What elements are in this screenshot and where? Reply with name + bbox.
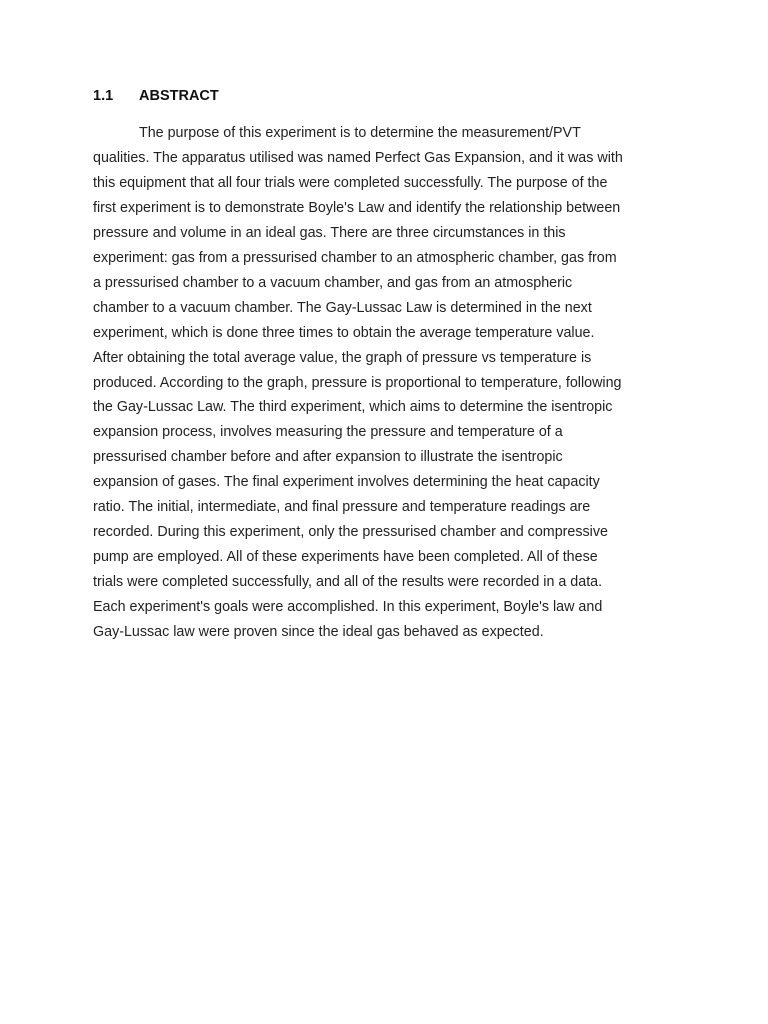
paragraph-line: trials were completed successfully, and all of the results were recorded in a data.: [93, 574, 603, 591]
section-number: 1.1: [93, 88, 114, 104]
paragraph-line: Gay-Lussac law were proven since the ideal gas behaved as expected.: [93, 624, 544, 641]
paragraph-line: a pressurised chamber to a vacuum chamber, and gas from an atmospheric: [93, 274, 573, 291]
paragraph-line: pressure and volume in an ideal gas. There are three circumstances in this: [93, 224, 566, 241]
paragraph-line: Each experiment's goals were accomplished. In this experiment, Boyle's law and: [93, 599, 603, 616]
paragraph-line: After obtaining the total average value, the graph of pressure vs temperature is: [93, 349, 592, 366]
paragraph-line: The purpose of this experiment is to determine the measurement/PVT: [139, 125, 581, 141]
paragraph-line: recorded. During this experiment, only the pressurised chamber and compressive: [93, 524, 608, 541]
paragraph-line: pump are employed. All of these experiments have been completed. All of these: [93, 549, 598, 566]
paragraph-line: ratio. The initial, intermediate, and final pressure and temperature readings are: [93, 499, 591, 516]
paragraph-line: pressurised chamber before and after expansion to illustrate the isentropic: [93, 449, 563, 466]
paragraph-line: expansion process, involves measuring the pressure and temperature of a: [93, 424, 563, 441]
paragraph-line: this equipment that all four trials were completed successfully. The purpose of the: [93, 174, 608, 191]
section-heading: [93, 87, 219, 105]
abstract-paragraph: [93, 121, 671, 645]
paragraph-line: the Gay-Lussac Law. The third experiment, which aims to determine the isentropic: [93, 399, 613, 416]
paragraph-line: chamber to a vacuum chamber. The Gay-Lussac Law is determined in the next: [93, 299, 592, 316]
section-title: ABSTRACT: [139, 88, 219, 104]
paragraph-line: expansion of gases. The final experiment involves determining the heat capacity: [93, 474, 600, 491]
paragraph-line: experiment: gas from a pressurised chamber to an atmospheric chamber, gas from: [93, 249, 617, 266]
paragraph-line: qualities. The apparatus utilised was named Perfect Gas Expansion, and it was with: [93, 149, 623, 166]
paragraph-line: first experiment is to demonstrate Boyle's Law and identify the relationship between: [93, 199, 621, 216]
paragraph-line: experiment, which is done three times to obtain the average temperature value.: [93, 324, 595, 341]
paragraph-line: produced. According to the graph, pressure is proportional to temperature, following: [93, 374, 622, 391]
